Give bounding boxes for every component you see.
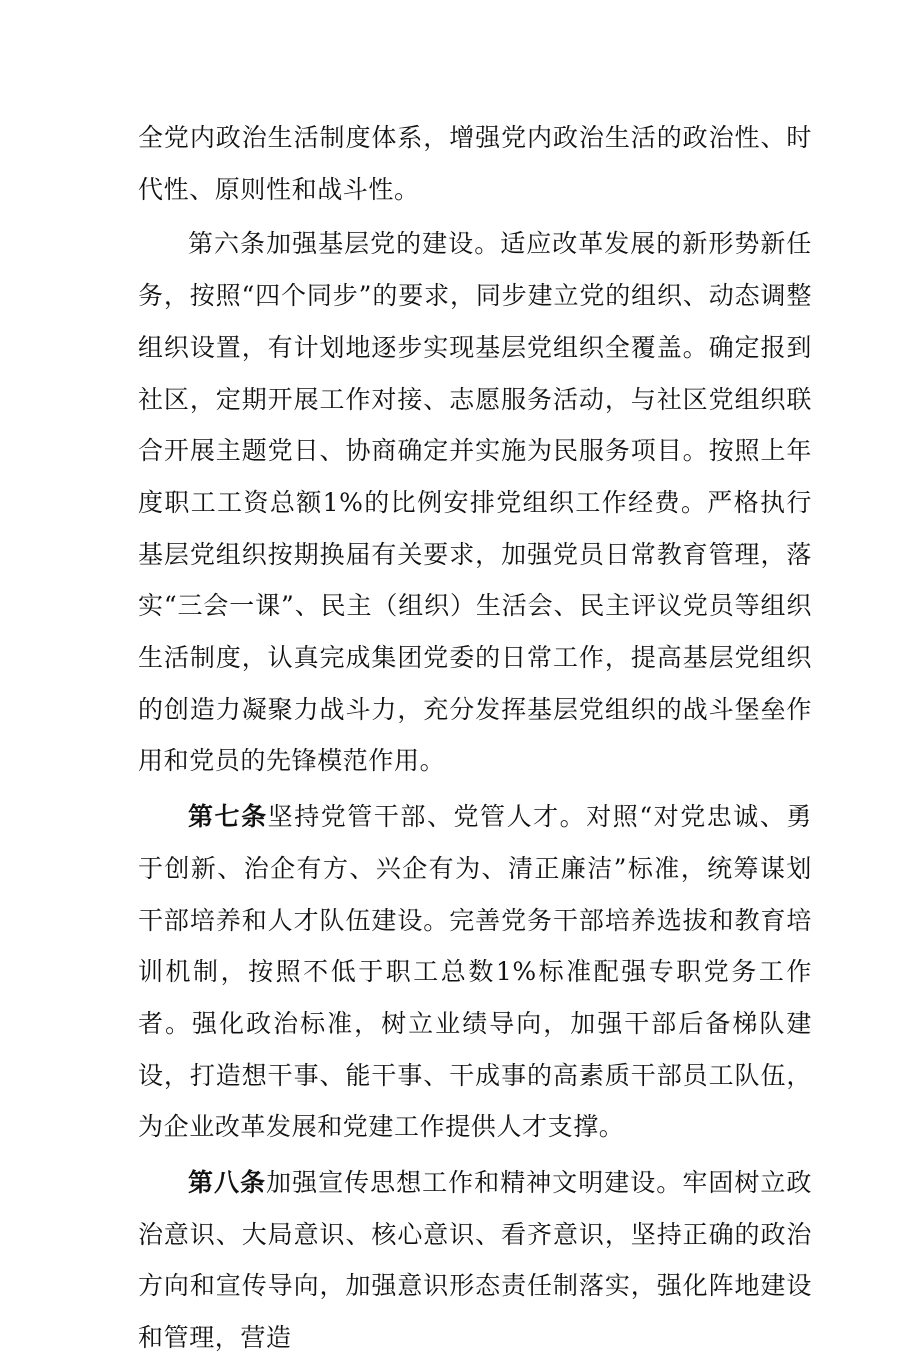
- document-body: [138, 112, 812, 1364]
- paragraph-text: 全党内政治生活制度体系，增强党内政治生活的政治性、时代性、原则性和战斗性。: [138, 123, 812, 204]
- paragraph-article-6: [138, 218, 812, 787]
- article-heading: 第六条: [188, 229, 267, 259]
- paragraph-text: 加强宣传思想工作和精神文明建设。牢固树立政治意识、大局意识、核心意识、看齐意识，坚持正确的政治方向和宣传导向，加强意识形态责任制落实，强化阵地建设和管理，营造: [138, 1168, 812, 1353]
- paragraph-article-8: [138, 1157, 812, 1364]
- article-heading: 第七条: [188, 802, 268, 832]
- paragraph-article-7: [138, 791, 812, 1153]
- article-heading: 第八条: [188, 1168, 267, 1198]
- paragraph-text: 加强基层党的建设。适应改革发展的新形势新任务，按照“四个同步”的要求，同步建立党的组织、动态调整组织设置，有计划地逐步实现基层党组织全覆盖。确定报到社区，定期开展工作对接、志愿服务活动，与社区党组织联合开展主题党日、协商确定并实施为民服务项目。按照上年度职工工资总额1%的比例安排党组织工作经费。严格执行基层党组织按期换届有关要求，加强党员日常教育管理，落实“三会一课”、民主（组织）生活会、民主评议党员等组织生活制度，认真完成集团党委的日常工作，提高基层党组织的创造力凝聚力战斗力，充分发挥基层党组织的战斗堡垒作用和党员的先锋模范作用。: [138, 229, 812, 776]
- paragraph-continuation: [138, 112, 812, 215]
- paragraph-text: 坚持党管干部、党管人才。对照“对党忠诚、勇于创新、治企有方、兴企有为、清正廉洁”标准，统筹谋划干部培养和人才队伍建设。完善党务干部培养选拔和教育培训机制，按照不低于职工总数1%标准配强专职党务工作者。强化政治标准，树立业绩导向，加强干部后备梯队建设，打造想干事、能干事、干成事的高素质干部员工队伍，为企业改革发展和党建工作提供人才支撑。: [138, 802, 812, 1142]
